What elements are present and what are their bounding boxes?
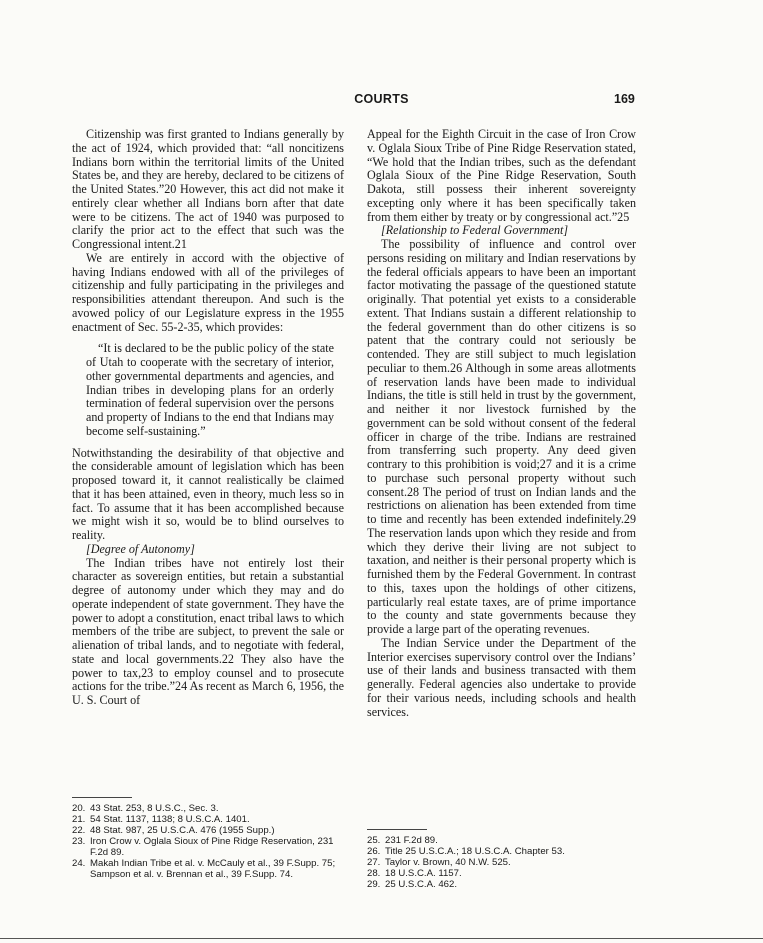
footnote-number: 20. <box>72 803 86 814</box>
footnote-divider <box>72 797 132 798</box>
footnote-text: Taylor v. Brown, 40 N.W. 525. <box>385 857 511 868</box>
footnote-text: Title 25 U.S.C.A.; 18 U.S.C.A. Chapter 53. <box>385 846 565 857</box>
paragraph: Citizenship was first granted to Indians generally by the act of 1924, which provided that: “all noncitizens Indians born within the territorial limits of the United States be, and they are hereby, declared to be citizens of the United States.”20 However, this act did not make it entirely clear whether all Indians born after that date were to be citizens. The act of 1940 was purposed to clarify the prior act to the effect that such was the Congressional intent.21 <box>72 127 344 251</box>
page-header-title: COURTS <box>354 92 409 106</box>
block-quote: “It is declared to be the public policy of the state of Utah to cooperate with the secretary of interior, other governmental departments and agencies, and Indian tribes in developing plans for an orderly termination of federal supervision over the persons and property of Indians to the end that Indians may become self-sustaining.” <box>86 341 334 438</box>
footnote-text: 25 U.S.C.A. 462. <box>385 879 457 890</box>
section-heading: [Relationship to Federal Government] <box>381 223 569 238</box>
footnote-text: Iron Crow v. Oglala Sioux of Pine Ridge Reservation, 231 F.2d 89. <box>90 836 334 858</box>
footnote-text: 43 Stat. 253, 8 U.S.C., Sec. 3. <box>90 803 219 814</box>
footnote-number: 27. <box>367 857 381 868</box>
footnote <box>367 879 636 890</box>
footnote-divider <box>367 829 427 830</box>
footnote <box>72 858 344 880</box>
paragraph: The possibility of influence and control over persons residing on military and Indian reservations by the federal officials appears to have been an important factor motivating the passage of the questioned statute originally. That potential yet exists to a considerable extent. That Indians sustain a different relationship to the federal government than do other citizens is so patent that the contrary could not seriously be contended. They are still subject to much legislation peculiar to them.26 Although in some areas allotments of reservation lands have been made to individual Indians, the title is still held in trust by the government, and neither it nor livestock furnished by the government can be sold without consent of the federal officer in charge of the tribe. Indians are restrained from transferring such property. Any deed given contrary to this prohibition is void;27 and it is a crime to purchase such personal property without such consent.28 The period of trust on Indian lands and the restrictions on alienation has been extended from time to time and recently has been extended indefinitely.29 The reservation lands upon which they reside and from which they derive their living are not subject to taxation, and neither is their personal property which is furnished them by the Federal Government. In contrast to this, taxes upon the holdings of other citizens, particularly real estate taxes, are of prime importance to the county and state governments because they provide a large part of the operating revenues. <box>367 237 636 636</box>
footnote <box>72 836 344 858</box>
footnote <box>367 868 636 879</box>
footnote-number: 28. <box>367 868 381 879</box>
footnote-number: 25. <box>367 835 381 846</box>
page-number: 169 <box>614 92 635 106</box>
paragraph: Appeal for the Eighth Circuit in the case of Iron Crow v. Oglala Sioux Tribe of Pine Ridge Reservation stated, “We hold that the Indian tribes, such as the defendant Oglala Sioux of the Pine Ridge Reservation, South Dakota, still possess their inherent sovereignty excepting only where it has been specifically taken from them either by treaty or by congressional act.”25 <box>367 127 636 224</box>
footnote-number: 29. <box>367 879 381 890</box>
paragraph: We are entirely in accord with the objective of having Indians endowed with all of the privileges of citizenship and fully participating in the privileges and responsibilities attendant thereupon. And such is the avowed policy of our Legislature express in the 1955 enactment of Sec. 55-2-35, which provides: <box>72 250 344 334</box>
footnotes-left <box>72 797 344 880</box>
right-column <box>367 128 636 719</box>
footnote-number: 23. <box>72 836 86 847</box>
footnote <box>72 803 344 814</box>
footnote <box>72 825 344 836</box>
paragraph: The Indian tribes have not entirely lost their character as sovereign entities, but retain a substantial degree of autonomy under which they may and do operate independent of state government. They have the power to adopt a constitution, enact tribal laws to which members of the tribe are subject, to prevent the sale or alienation of tribal lands, and to negotiate with federal, state and local governments.22 They also have the power to tax,23 to employ counsel and to prosecute actions for the tribe.”24 As recent as March 6, 1956, the U. S. Court of <box>72 555 344 707</box>
footnote-text: 54 Stat. 1137, 1138; 8 U.S.C.A. 1401. <box>90 814 250 825</box>
footnote-text: Makah Indian Tribe et al. v. McCauly et al., 39 F.Supp. 75; Sampson et al. v. Brennan et al., 39 F.Supp. 74. <box>90 858 336 880</box>
footnote-number: 22. <box>72 825 86 836</box>
footnote-number: 24. <box>72 858 86 869</box>
footnote <box>367 857 636 868</box>
footnote-text: 48 Stat. 987, 25 U.S.C.A. 476 (1955 Supp.) <box>90 825 275 836</box>
footnote <box>72 814 344 825</box>
paragraph: Notwithstanding the desirability of that objective and the considerable amount of legislation which has been proposed toward it, it cannot realistically be claimed that it has been attained, even in theory, much less so in fact. To assume that it has been accomplished because we might wish it so, would be to blind ourselves to reality. <box>72 445 344 542</box>
footnote-number: 21. <box>72 814 86 825</box>
footnote-text: 231 F.2d 89. <box>385 835 438 846</box>
footnote-number: 26. <box>367 846 381 857</box>
footnote <box>367 835 636 846</box>
footnotes-right <box>367 829 636 890</box>
paragraph: The Indian Service under the Department of the Interior exercises supervisory control over the Indians’ use of their lands and business transacted with them generally. Federal agencies also undertake to provide for their various needs, including schools and health services. <box>367 635 636 719</box>
footnote-text: 18 U.S.C.A. 1157. <box>385 868 462 879</box>
page-bottom-rule <box>0 938 763 939</box>
left-column <box>72 128 344 708</box>
footnote <box>367 846 636 857</box>
section-heading: [Degree of Autonomy] <box>86 541 195 556</box>
